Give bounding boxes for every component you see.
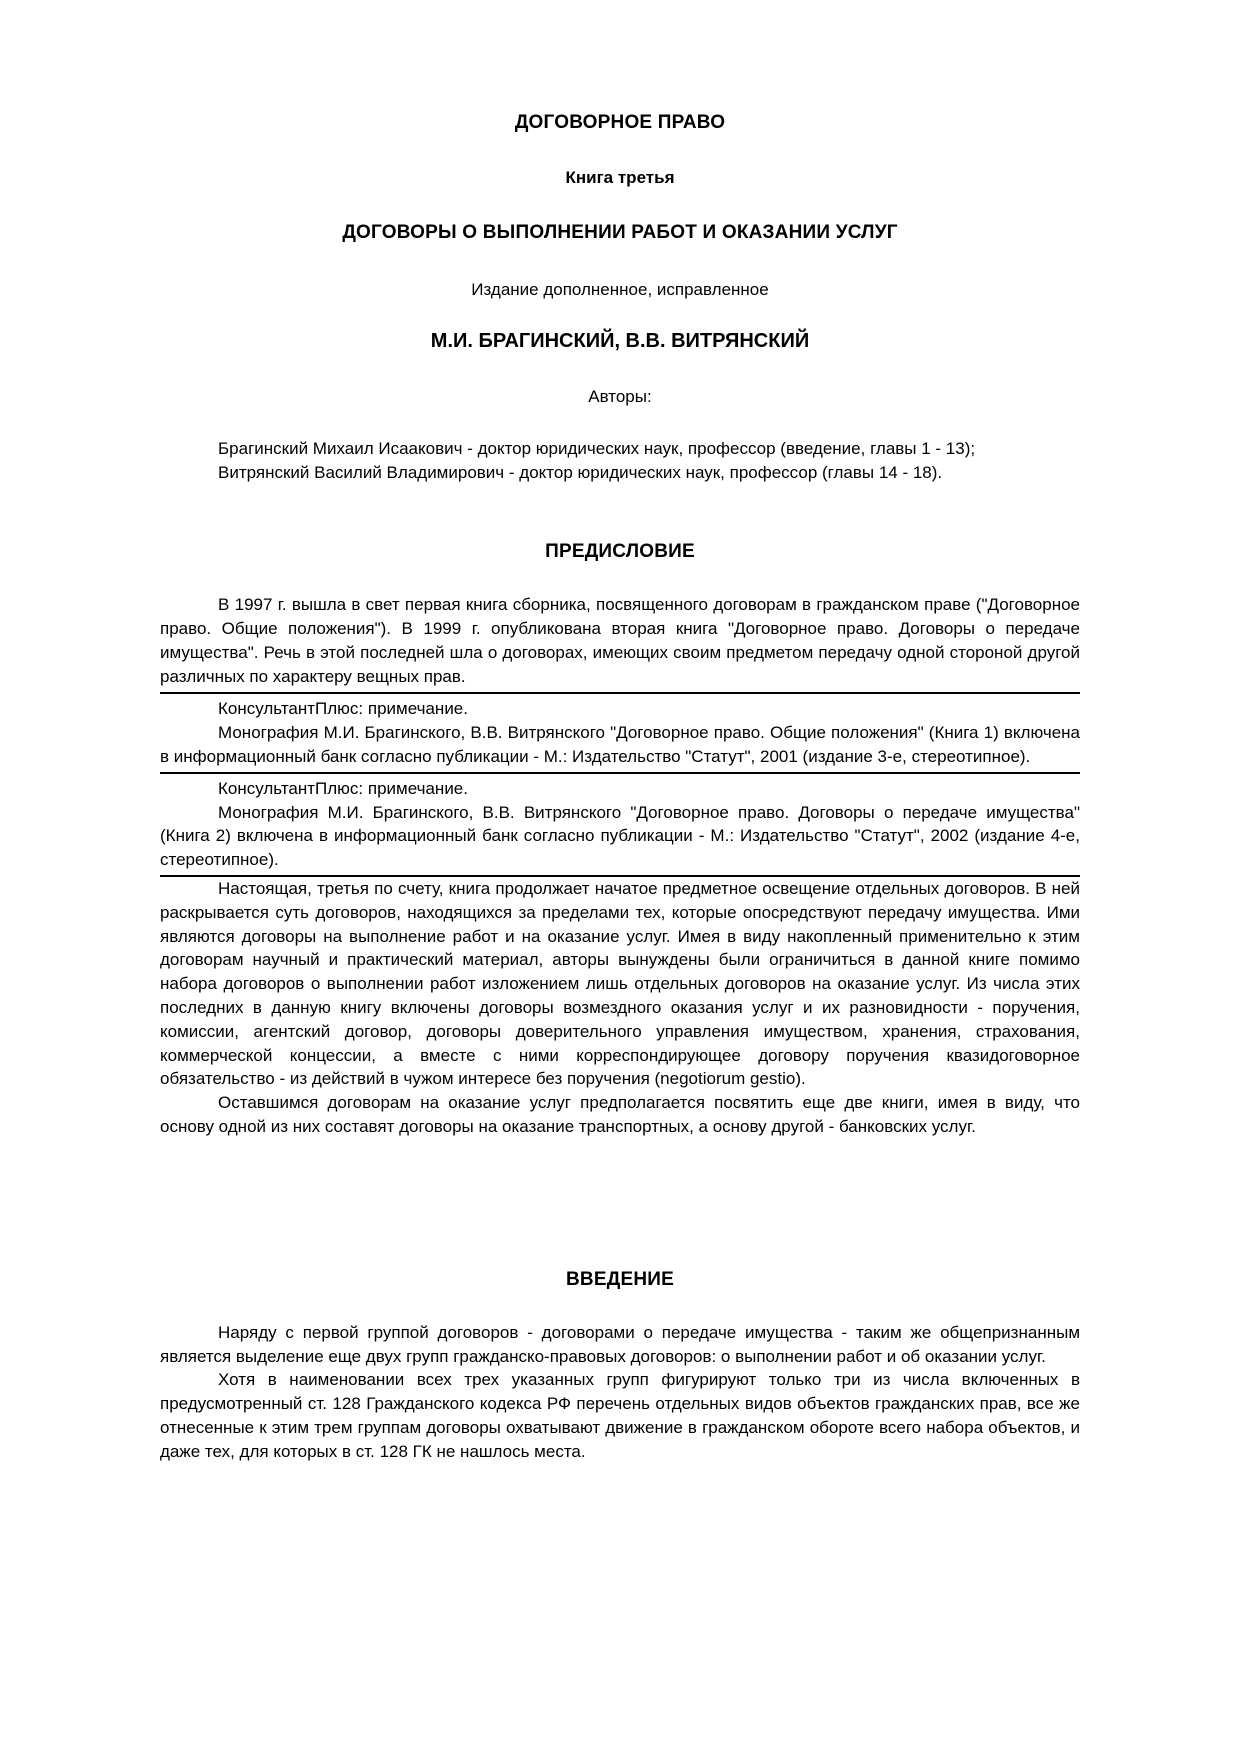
- authors-list: [160, 437, 1080, 485]
- preface-paragraph-2: Настоящая, третья по счету, книга продолжает начатое предметное освещение отдельных договоров. В ней раскрывается суть договоров, находящихся за пределами тех, которые опосредствуют передачу имущества. Ими являются договоры на выполнение работ и на оказание услуг. Имея в виду накопленный применительно к этим договорам научный и практический материал, авторы вынуждены были ограничиться в данной книге помимо набора договоров о выполнении работ изложением лишь отдельных договоров на оказание услуг. Из числа этих последних в данную книгу включены договоры возмездного оказания услуг и их разновидности - поручения, комиссии, агентский договор, договоры доверительного управления имуществом, хранения, страхования, коммерческой концессии, а вместе с ними корреспондирующее договору поручения квазидоговорное обязательство - из действий в чужом интересе без поручения (negotiorum gestio).: [160, 879, 1080, 1089]
- consultant-note-2: [160, 774, 1080, 877]
- preface-paragraph-1: В 1997 г. вышла в свет первая книга сборника, посвященного договорам в гражданском праве ("Договорное право. Общие положения"). В 1999 г. опубликована вторая книга "Договорное право. Договоры о передаче имущества". Речь в этой последней шла о договорах, имеющих своим предметом передачу одной стороной другой различных по характеру вещных прав.: [160, 595, 1080, 686]
- title-block: [160, 112, 1080, 407]
- page-title: ДОГОВОРНОЕ ПРАВО: [514, 112, 726, 133]
- document-body: [160, 112, 1080, 1464]
- authors-heading: М.И. БРАГИНСКИЙ, В.В. ВИТРЯНСКИЙ: [430, 330, 810, 352]
- authors-label: Авторы:: [588, 387, 652, 406]
- introduction-paragraph-1: Наряду с первой группой договоров - договорами о передаче имущества - таким же общепризнанным является выделение еще двух групп гражданско-правовых договоров: о выполнении работ и об оказании услуг.: [160, 1322, 1080, 1366]
- introduction-heading: ВВЕДЕНИЕ: [566, 1268, 674, 1290]
- preface-paragraph-3: Оставшимся договорам на оказание услуг предполагается посвятить еще две книги, имея в виду, что основу одной из них составят договоры на оказание транспортных, а основу другой - банковских услуг.: [160, 1093, 1080, 1136]
- edition-note: Издание дополненное, исправленное: [471, 280, 769, 299]
- author-entry-vitryansky: Витрянский Василий Владимирович - доктор юридических наук, профессор (главы 14 - 18).: [218, 463, 943, 483]
- author-entry-braginsky: Брагинский Михаил Исаакович - доктор юридических наук, профессор (введение, главы 1 - 13);: [218, 439, 976, 458]
- consultant-note-1: [160, 692, 1080, 773]
- book-subtitle: ДОГОВОРЫ О ВЫПОЛНЕНИИ РАБОТ И ОКАЗАНИИ УСЛУГ: [342, 222, 898, 243]
- book-number: Книга третья: [565, 168, 675, 187]
- preface-heading: ПРЕДИСЛОВИЕ: [545, 541, 695, 563]
- consultant-note-1-text: Монография М.И. Брагинского, В.В. Витрянского "Договорное право. Общие положения" (Книга 1) включена в информационный банк согласно публикации - М.: Издательство "Статут", 2001 (издание 3-е, стереотипное).: [160, 723, 1080, 767]
- consultant-note-1-label: КонсультантПлюс: примечание.: [218, 699, 468, 719]
- consultant-note-2-text: Монография М.И. Брагинского, В.В. Витрянского "Договорное право. Договоры о передаче имущества" (Книга 2) включена в информационный банк согласно публикации - М.: Издательство "Статут", 2002 (издание 4-е, стереотипное).: [160, 802, 1080, 870]
- introduction-paragraph-2: Хотя в наименовании всех трех указанных групп фигурируют только три из числа включенных в предусмотренный ст. 128 Гражданского кодекса РФ перечень отдельных видов объектов гражданских прав, все же отнесенные к этим трем группам договоры охватывают движение в гражданском обороте всего набора объектов, и даже тех, для которых в ст. 128 ГК не нашлось места.: [160, 1370, 1080, 1461]
- consultant-note-2-label: КонсультантПлюс: примечание.: [218, 778, 468, 798]
